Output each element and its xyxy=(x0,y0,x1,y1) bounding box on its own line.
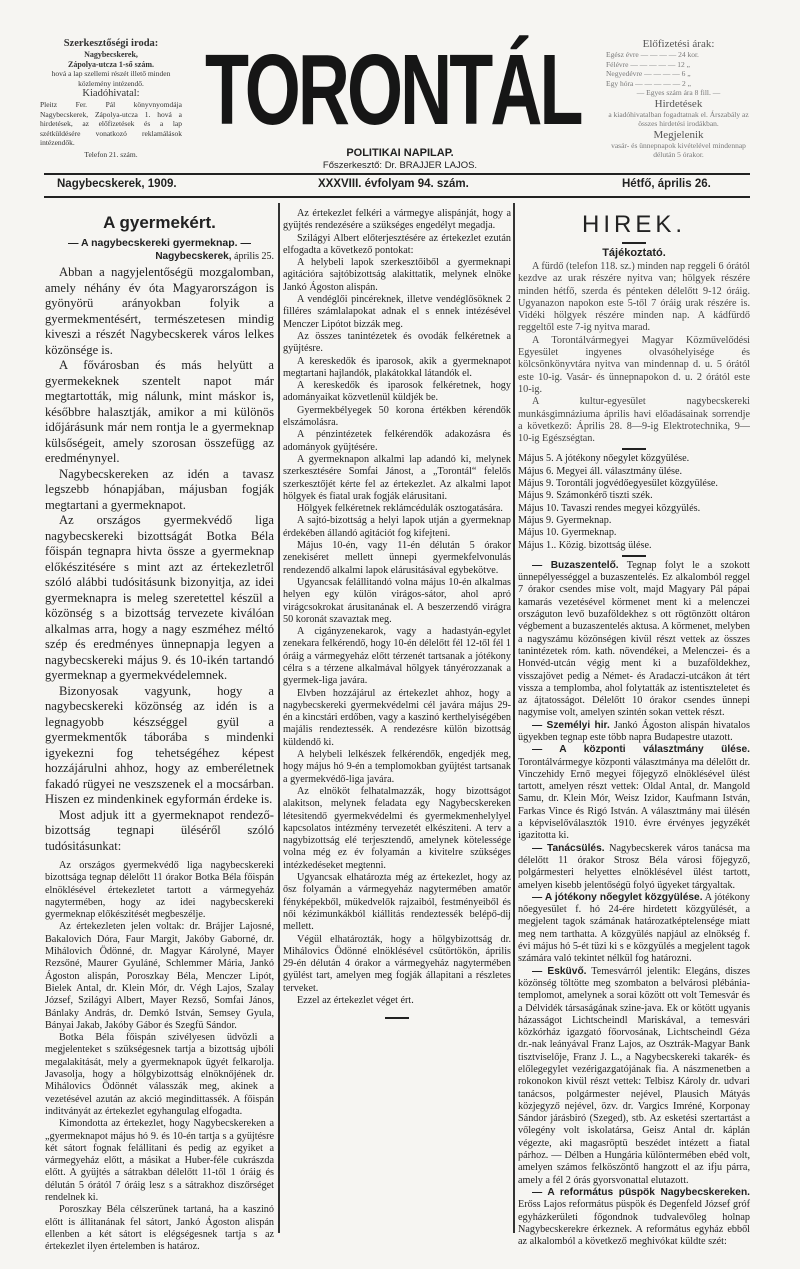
paragraph: Bizonyosak vagyunk, hogy a nagybecskereki közönség az idén is a legnagyobb készséggel gyül a gyermekmentők táborába s mindenki igyekezni fog tehetségéhez képest hozzájárulni ahhoz, hogy az emberéletnek fakadó rügyei ne veszszenek el a mocsárban. Hiszen ez mindenkinek egyformán érdeke is. xyxy=(45,683,274,806)
price-row: Egész évre — — — — 24 kor. xyxy=(606,50,699,59)
news-item-title: — Buzaszentelő. xyxy=(532,559,619,571)
editorial-city: Nagybecskerek, xyxy=(84,50,138,59)
paragraph: A sajtó-bizottság a helyi lapok utján a gyermeknap érdekében állandó agitációt fog kifejteni. xyxy=(283,515,511,539)
ads-heading: Hirdetések xyxy=(654,97,703,110)
paragraph: A kereskedők és iparosok felkéretnek, hogy adományaikat közvetlenül küldjék be. xyxy=(283,380,511,404)
news-item-text: Torontálvármegye központi választmánya ma délelőtt dr. Vinczehidy Ernő megyei főjegyző elnöklésével ülést tartott, amelyen részt vettek: Oldal Antal, dr. Mangold Samu, dr. Klein Mór, Weisz Izidor, Kaufmann István, Farkas Vince és Rigó István. A választmány mai ülésén a képviselőválasztók 1910. évre érvényes jegyzékét igazitotta ki. xyxy=(518,756,750,842)
info-paragraph: A kultur-egyesület nagybecskereki munkásgimnáziuma április havi előadásainak sorrendje a következő: Április 28. 8—9-ig Elektrotechnika, 9—10-ig Egészségtan. xyxy=(518,396,750,445)
subtitle: POLITIKAI NAPILAP. xyxy=(346,147,454,159)
paragraph: Az összes tanintézetek és ovodák felkéretnek a gyüjtésre. xyxy=(283,330,511,355)
rule xyxy=(622,555,646,557)
appears-heading: Megjelenik xyxy=(653,128,704,141)
dateline-place: Nagybecskerek, xyxy=(155,251,232,262)
news-item xyxy=(518,560,750,720)
paragraph: A cigányzenekarok, vagy a hadastyán-egylet zenekara felkérendő, hogy 10-én délelőtt fél 12-től fél 1 óráig a vármegyeház előtt térzenét tartsanak a jótékony célra s a térzene alkalmával hölgyek tányérozzanak a gyermek-liga javára. xyxy=(283,626,511,687)
article-dateline xyxy=(45,251,274,262)
editorial-address: Zápolya-utcza 1-ső szám. xyxy=(68,59,154,69)
price-row: Egy hóra — — — — — 2 „ xyxy=(606,78,691,88)
info-heading: Tájékoztató. xyxy=(602,247,666,259)
rule xyxy=(622,242,646,244)
news-item xyxy=(518,1187,750,1248)
dateline-date: április 25. xyxy=(234,251,274,262)
end-rule xyxy=(385,1017,409,1019)
news-item xyxy=(518,966,750,1187)
news-item xyxy=(518,744,750,842)
event-item: Május 1.. Közig. bizottság ülése. xyxy=(518,539,652,551)
office-note: Pleitz Fer. Pál könyvnyomdája Nagybecskerek, Zápolya-utcza 1. hová a hirdetések, az előfizetések és a lap szétküldésére vonatkozó reklamálások intézendők. xyxy=(40,100,182,147)
paragraph: A helybeli lelkészek felkérendők, engedjék meg, hogy május hó 9-én a templomokban gyüjtést tartsanak a gyermekvédő-liga javára. xyxy=(283,749,511,785)
paragraph: Kimondotta az értekezlet, hogy Nagybecskereken a „gyermeknapot május hó 9. és 10-én tartja s a gyüjtésre két sátort fognak felállitani és pedig az egyiket a vármegyeház előtt, a másikat a Huber-féle cukrászda előtt. A gyüjtés a sátrakban délelőtt 11-től 1 óráig és délután 5 órától 7 óráig lesz s a sátrakhoz diszőrséget rendelnek ki. xyxy=(45,1118,274,1204)
paragraph: Hölgyek felkéretnek reklámcédulák osztogatására. xyxy=(297,503,503,515)
news-item xyxy=(518,843,750,892)
article-subtitle: — A nagybecskereki gyermeknap. — xyxy=(67,237,252,249)
city-year: Nagybecskerek, 1909. xyxy=(57,178,177,190)
news-item-title: — Tanácsülés. xyxy=(532,842,605,854)
news-item-title: — A jótékony nőegylet közgyülése. xyxy=(532,891,703,903)
volume-number: XXXVIII. évfolyam 94. szám. xyxy=(318,178,469,190)
issue-date: Hétfő, április 26. xyxy=(622,178,711,190)
paragraph: Botka Béla főispán szivélyesen üdvözli a megjelenteket s szükségesnek tartja a bizottság ujbóli megalakitását, mely a gyermeknapok ügyét felkarolja. Javasolja, hogy a hölgybizottság elnöknőjének dr. Mihálovics Ödönnét válasszák meg, akinek a vezetésével azután az akció megindittassék. A főispán inditványát az értekezlet egyhangulag elfogadta. xyxy=(45,1032,274,1117)
paragraph: Az országos gyermekvédő liga nagybecskereki bizottságát Botka Béla főispán tegnapra hivta össze a gyermeknap előkészitésére s mint azt az értekezletről szóló alábbi tudósitásunk bizonyitja, az idei gyermeknapra is meleg szeretettel készül a közönség s a bizottság tervezete kiválóan alkalmas arra, hogy a nagy eszméhez méltó szép és eredményes ünnepnapja legyen a nagybecskereki május 9. és 10-ikén tartandó gyermeknap a gyermekvédelemnek. xyxy=(45,513,274,682)
event-item: Május 10. Gyermeknap. xyxy=(518,527,617,539)
paragraph: Ezzel az értekezlet véget ért. xyxy=(297,995,414,1006)
rule xyxy=(622,448,646,450)
paragraph: Az elnököt felhatalmazzák, hogy bizottságot alakitson, melynek feladata egy Nagybecskereken létesitendő gyermekvédelmi és gyermekmenhelylyel kapcsolatos intézmény tervezetét elkésziteni. A terv a nagybizottság elé terjesztendő, amelynek kötelessége volna még ez év folyamán a kivitelre szükséges intézkedéseket megtenni. xyxy=(283,785,511,871)
paragraph: Elvben hozzájárul az értekezlet ahhoz, hogy a nagybecskereki gyermekvédelmi cél javára május 29-én a kincstári erdőben, vagy a kaszinó kerthelyiségében majális rendeztessék. A rendezésre külön bizottság küldendő ki. xyxy=(283,687,511,748)
paragraph: A gyermeknapon alkalmi lap adandó ki, melynek szerkesztésére Somfai Jánost, a „Torontál“ felelős szerkesztőjét kérte fel az értekezlet. Az alkalmi lapot hölgyek és fiatal urak fogják elárusitani. xyxy=(283,453,511,502)
office-heading: Kiadóhivatal: xyxy=(82,88,140,99)
news-item-text: Nagybecskerek város tanácsa ma délelőtt 11 órakor Strosz Béla városi főjegyző, polgármesteri helyettes elnöklésével ülést tartott, amelyen kisebb jelentőségü folyó ügyeket tárgyaltak. xyxy=(518,842,751,891)
rule-top xyxy=(44,173,750,175)
paragraph: Az értekezlet felkéri a vármegye alispánját, hogy a gyüjtés rendezésére a szükséges engedélyt megadja. xyxy=(283,208,511,232)
info-paragraph: A Torontálvármegyei Magyar Közművelődési Egyesület ingyenes olvasóhelyisége és kölcsönkönyvtára nyitva van mindennap d. u. 5 órától este 10-ig. Vasár- és ünnepnapokon d. u. 2 órától este 10-ig. xyxy=(518,334,750,395)
paragraph: Ugyancsak felállitandó volna május 10-én alkalmas helyen egy külön virágos-sátor, ahol apró virágcsokrokat árusitanának el. A beszerzendő virágra 50 koronát szavaztak meg. xyxy=(283,576,511,625)
phone: Telefon 21. szám. xyxy=(84,149,138,159)
article-lead xyxy=(45,265,274,854)
paragraph: A vendéglői pincéreknek, illetve vendéglősöknek 2 filléres számlalapokat adnak el s ennek intézésével Menczer Lipótot bizzák meg. xyxy=(283,294,511,330)
news-item-text: A jótékony nőegyesület f. hó 24-ére hirdetett közgyülését, a megjelent tagok számának határozatképtelensége miatt meg nem tarthatta. A közgyülés napjául az elnökség f. évi május hó 5-ét tüzi ki s e közgyülés a megjelent tagok számára való tekintet nélkül fog határozni. xyxy=(518,891,751,965)
prices-box xyxy=(606,38,751,160)
news-item xyxy=(518,720,750,745)
editor-line: Főszerkesztő: Dr. BRAJJER LAJOS. xyxy=(322,160,478,171)
rule-bottom xyxy=(44,196,750,198)
info-paragraph: A fürdő (telefon 118. sz.) minden nap reggeli 6 órától kezdve az urak részére nyitva van; hölgyek részére minden hétfő, szerda és pénteken délelőtt 9-12 óráig. Ugyanazon napokon este 5-től 7 óráig urak részére is. Vidéki hölgyek részére minden nap. A kádfürdő reggeltől este 7-ig nyitva marad. xyxy=(518,261,750,334)
article-body-1 xyxy=(45,860,274,1254)
news-item-text: Temesvárról jelentik: Elegáns, diszes közönség töltötte meg szombaton a belvárosi plébánia-templomot, amelynek a sorai között ott volt Temesvár és a Délvidék társaságának szine-java. Ek or kötött ugyanis házasságot Lichtscheindl Mariskával, a temesvári közkórház igazgató főorvosának, Lichtscheindl Géza dr.-nak leányával Franz Lajos, az Osztrák-Magyar Bank tisztviselője, Franz J. L., a Nagybecskereki takarék- és előlegegylet vezérigazgatójának fia. A nászmenetben a rokonokon kivül részt vettek: Telbisz Károly dr. udvari tanácsos, polgármester nejével, Plausich Mátyás közjegyző nejével, özv. dr. Vargics Imréné, Korponay Sándor járásbiró (Szeged), stb. Az esketési szertartást a vőlegény volt iskolatársa, Geisz Antal dr. káplán végezte, aki magasröptü beszédet intézett a fiatal párhoz. — Délben a Hungária különtermében ebéd volt, amelyen számos felköszöntő hangzott el az ifju párra, amely a fél 2 órás gyorsvonattal elutazott. xyxy=(518,965,750,1186)
paragraph: A pénzintézetek felkérendők adakozásra és adományok gyüjtésére. xyxy=(283,429,511,453)
paragraph: Az országos gyermekvédő liga nagybecskereki bizottsága tegnap délelőtt 11 órakor Botka Béla főispán elnöklésével értekezletet tartott a vármegyeház nagytermében, hogy az idei nagybecskereki gyermeknap előkészitését megbeszélje. xyxy=(45,860,274,921)
column-divider xyxy=(513,203,515,1233)
event-item: Május 6. Megyei áll. választmány ülése. xyxy=(518,465,683,477)
paragraph: Az értekezleten jelen voltak: dr. Brájjer Lajosné, Bakalovich Dóra, Faur Margit, Jakóby Gaborné, dr. Mihálovich Ödönné, dr. Magyar Károlyné, Mayer Rezsőné, Maurer Gyuláné, Schlemmer Mária, Jankó Ágoston alispán, Poroszkay Béla, Menczer Lipót, Bielek Antal, dr. Klein Mór, dr. Végh Lajos, Szalay József, Szilágyi Albert, Mayer Rezső, Somfai János, Bánlaky András, dr. Demkó István, Semsey Gyula, Bányai Jakab, Jakóby Gábor és Szegfü Sándor. xyxy=(45,921,274,1031)
editorial-heading: Szerkesztőségi iroda: xyxy=(63,38,159,49)
paragraph: Abban a nagyjelentőségü mozgalomban, amely néhány év óta Magyarországon is gyönyörü arányokban folyik a gyermekmentésért, természetesen mindig kiveszi a részét Nagybecskerek város lelkes közönsége is. xyxy=(45,265,274,357)
paragraph: Végül elhatározták, hogy a hölgybizottság dr. Mihálovics Ödönné elnöklésével csütörtökön, április 29-én délután 4 órakor a vármegyeház nagytermében gyülést tart, amelyen meg fogják állapitani a részletes terveket. xyxy=(283,933,511,994)
paragraph: Nagybecskereken az idén a tavasz legszebb hónapjában, májusban fogják megtartani a gyermeknapot. xyxy=(45,466,274,512)
event-item: Május 9. Számonkérő tiszti szék. xyxy=(518,490,653,502)
event-item: Május 10. Tavaszi rendes megyei közgyülés. xyxy=(518,502,701,514)
column-3-news xyxy=(518,205,750,1248)
paragraph: Gyermekbélyegek 50 korona értékben kérendők elszámolásra. xyxy=(283,404,511,429)
column-2 xyxy=(283,208,511,1022)
news-item-title: — A központi választmány ülése. xyxy=(532,744,750,756)
appears-note: vasár- és ünnepnapok kivételével mindennap délután 5 órakor. xyxy=(611,140,746,159)
paragraph: A kereskedők és iparosok, akik a gyermeknapot megtartani hajlandók, plakátokkal látandók el. xyxy=(283,355,511,379)
paragraph: Május 10-én, vagy 11-én délután 5 órakor zenekiséret mellett ünnepi gyermekfelvonulás rendezendő alkalmi lapok elárusitásával egybekötve. xyxy=(283,540,511,576)
column-divider xyxy=(278,203,280,1233)
paragraph: A helybeli lapok szerkesztőiből a gyermeknapi agitációra sajtóbizottság alakittatik, melynek elnöke Jankó Ágoston alispán. xyxy=(283,257,511,293)
news-item-title: — Személyi hir. xyxy=(532,719,610,731)
event-item: Május 9. Gyermeknap. xyxy=(518,514,612,526)
news-item-title: — Esküvő. xyxy=(532,965,587,977)
prices-heading: Előfizetési árak: xyxy=(642,38,715,50)
event-item: Május 5. A jótékony nőegylet közgyülése. xyxy=(518,453,690,465)
news-item-title: — A református püspök Nagybecskereken. xyxy=(532,1186,750,1198)
editorial-note: hová a lap szellemi részét illető minden közlemény intézendő. xyxy=(51,69,171,88)
column-1 xyxy=(45,205,274,1254)
paragraph: A fővárosban és más helyütt a gyermekeknek szentelt napot már megtartották, mig nálunk, mint máskor is, későbbre halasztják, amikor a mi különös időjárásunk már nem rontja le a gyermeknap külsőségeit, amely szorosan összefügg az eredménynyel. xyxy=(45,358,274,465)
paragraph: Poroszkay Béla célszerünek tartaná, ha a kaszinó előtt is állitanának fel sátort, Jankó Ágoston alispán ellenben a két sátort is elégségesnek tartja s az értekezlet ilyen értelemben is határoz. xyxy=(45,1204,274,1253)
paragraph: Ugyancsak elhatározta még az értekezlet, hogy az ősz folyamán a vármegyeház nagytermében amatőr fényképekből, mükedvelők rajzaiból, festményeiből és női kézimunkákból kiállitás rendeztessék belépő-dij mellett. xyxy=(283,872,511,933)
price-row: Negyedévre — — — — 6 „ xyxy=(606,69,691,78)
single-copy-price: — Egyes szám ára 8 fill. — xyxy=(636,88,721,97)
paragraph: Most adjuk itt a gyermeknapot rendező-bizottság tegnapi üléséről szóló tudósitásunkat: xyxy=(45,807,274,853)
news-heading: HIREK. xyxy=(581,211,686,238)
news-item-text: Jankó Ágoston alispán hivatalos ügyekben tegnap este több napra Budapestre utazott. xyxy=(518,719,750,743)
news-item xyxy=(518,892,750,966)
editorial-office-box xyxy=(40,38,182,159)
price-row: Félévre — — — — — 12 „ xyxy=(606,59,690,69)
event-item: Május 9. Torontáli jogvédőegyesület közgyülése. xyxy=(518,478,718,490)
news-item-text: Erőss Lajos református püspök és Degenfeld József gróf egyházkerületi főgondnok tudvalevőleg holnap Nagybecskerekre érkeznek. A református egyház ebből az alkalomból a következő meghivókat küldte szét: xyxy=(518,1199,750,1248)
ads-note: a kiadóhivatalban fogadtatnak el. Árszabály az összes hirdetési irodákban. xyxy=(608,109,749,128)
news-item-text: Tegnap folyt le a szokott ünnepélyességgel a buzaszentelés. Ez alkalomból reggel 7 órakor csendes mise volt, majd Magyary Pál pápai kamarás vezetésével körmenet ment ki a melenczei országuton levő buzaföldekhez s ott rögtönzött oltáron végbement a buzaszentelés aktusa. A körmenet, melyben a nagyszámu közönségen kivül részt vettek az összes tanintézetek róm. kath. növendékei, a Melenczei- és a Honvéd-utcán végig ment ki a buzaföldekhez, visszajövet pedig a Német- és Aradaczi-utcákon át tért vissza a templomba, ahol folytatták az istentiszteletet és az ájtatosságot. Délelőtt 10 órakor csendes ünnepi nagymise volt, amelyen szintén sokan vettek részt. xyxy=(518,559,750,719)
paragraph: Szilágyi Albert előterjesztésére az értekezlet ezután elfogadta a következő pontokat: xyxy=(283,232,511,256)
article-title: A gyermekért. xyxy=(103,213,216,232)
newspaper-logo: TORONTÁL xyxy=(205,34,581,146)
